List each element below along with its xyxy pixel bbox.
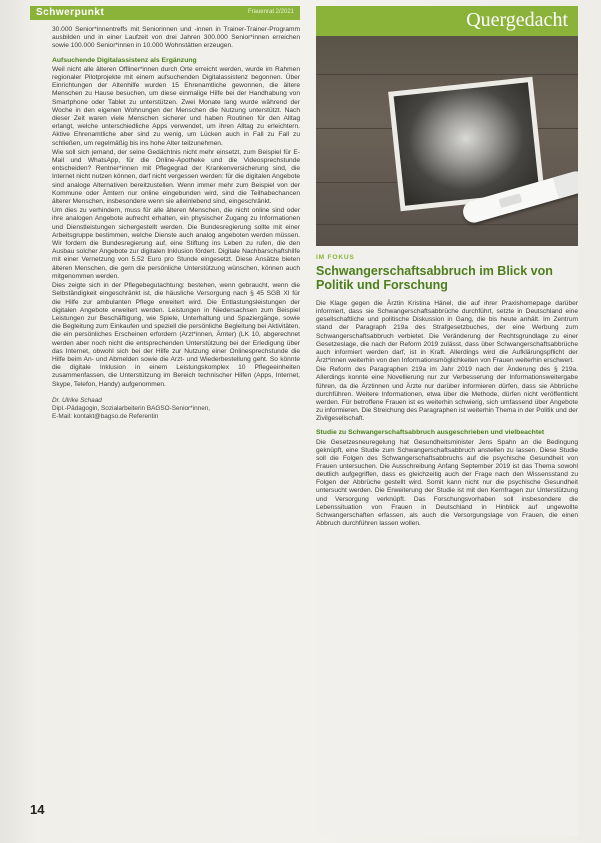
section-header-bar [30, 6, 300, 20]
wood-plank-line [316, 224, 578, 225]
left-paragraph-1: 30.000 Senior*innentreffs mit Seniorinnen und -innen in Trainer-Trainer-Programm ausbilden und in einer Laufzeit von drei Jahren 300.000 Senior*innen erreichen sowie 100.000 Senior*innen in 10.000 Wohnstätten erzeugen. [52, 26, 300, 50]
column-title-bar [316, 6, 578, 36]
column-title: Quergedacht [466, 9, 568, 31]
left-paragraph-2: Weil nicht alle älteren Offliner*innen durch Orte erreicht werden, wurde im Rahmen regionaler Pilotprojekte mit einem aufsuchenden Digitalassistenz begonnen. Über Einrichtungen der Altenhilfe wurden 15 Ehrenamtliche gewonnen, die ältere Menschen zu Hause besuchen, um diese einmalige Hilfe bei der Handhabung von Smartphone oder Tablet zu unterstützen. Zwei Monate lang wurde während der Woche in den eigenen Wohnungen der Menschen die Nutzung unterstützt. Nach dieser Zeit waren viele Menschen sicherer und haben Routinen für den Alltag erlangt, welche unterschiedliche Apps verwendet, um ihren Alltag zu erleichtern. Aktive Ehrenamtliche aber sind zu wenig, um Lücken auch in Fall zu Fall zu schließen, um regelmäßig bis ins hohe Alter teilzunehmen. [52, 65, 300, 147]
right-subheading: Studie zu Schwangerschaftsabbruch ausgeschrieben und vielbeachtet [316, 429, 545, 437]
test-window [499, 193, 523, 208]
author-contact: E-Mail: kontakt@bagso.de Referentin [52, 412, 159, 420]
left-paragraph-4: Um dies zu verhindern, muss für alle älteren Menschen, die nicht online sind oder ihre analogen Angebote aufrecht erhalten, ein physischer Zugang zu Informationen und Dienstleistungen sichergestellt werden. Die Bundesregierung sollte mit einer Arbeitsgruppe bestimmen, welche Dienste auch analog angeboten werden müssen. Wir fordern die Bundesregierung auf, eine Stiftung ins Leben zu rufen, die den Ausbau solcher Angebote zur digitalen Inklusion fördert. Digitale Nachbarschaftshilfe mit einer Vernetzung von 5.52 Euro pro Stunde eingesetzt. Diese Ansätze bieten älteren Menschen, die gern die persönliche Unterstützung wünschen, können auch mitgenommen werden. [52, 207, 300, 280]
right-paragraph-2: Die Reform des Paragraphen 219a im Jahr 2019 nach der Änderung des § 219a. Allerdings konnte eine Novellierung nur zur Verbesserung der Informationsweitergabe führen, da die Ärztinnen und Ärzte nur darüber informieren dürfen, dass sie Abbrüche durchführen. Weitere Informationen, etwa über die Methode, dürfen nicht veröffentlicht werden. Für betroffene Frauen ist es weiterhin schwierig, sich umfassend über Angebote zu informieren. Die Streichung des Paragraphen ist weiterhin Thema in der Politik und der Zivilgesellschaft. [316, 366, 578, 423]
test-cap [553, 169, 578, 199]
wood-plank-line [316, 74, 578, 75]
author-block [52, 397, 300, 421]
left-paragraph-5: Dies zeigte sich in der Pflegebegutachtung: bestehen, wenn gebraucht, wenn die Selbständigkeit eingeschränkt ist, die häusliche Versorgung nach § 45 SGB XI für die Hilfe zur ambulanten Pflege erweitert wird. Die Entlastungsleistungen der digitalen Angebote erweitert werden. Leistungen in Niedersachsen zum Beispiel Leistungen zur Beschäftigung, wie Spiele, Unterhaltung und Spaziergänge, sowie die Begleitung zum Einkaufen und speziell die persönliche Begleitung bei Aktivitäten, die ein persönliches Erscheinen erfordern (Arzt*innen, Ämter) (LK 10, abgerechnet werden aber noch nicht die entsprechenden Unterstützung bei der Erledigung über das Internet, obwohl sich bei der Hilfe zur Nutzung einer Onlinesprechstunde die Hilfe beim An- und Abmelden sowie die Arzt- und Wiederbestellung geht. So könnte die digitale Inklusion in einem Leistungskomplex 10 Pflegeeinheiten zusammenfassen, die Unterstützung im Bereich technischer Hilfen (Apps, Internet, Skype, Telefon, Handy) aufgenommen. [52, 282, 300, 388]
issue-label: Frauenrat 2/2021 [247, 9, 294, 15]
article-headline: Schwangerschaftsabbruch im Blick von Politik und Forschung [316, 264, 553, 292]
author-name: Dr. Ulrike Schaad [52, 396, 102, 404]
author-role: Dipl.-Pädagogin, Sozialarbeiterin BAGSO-Senior*innen, [52, 404, 211, 412]
quergedacht-panel [316, 6, 578, 836]
right-paragraph-3: Die Gesetzesneuregelung hat Gesundheitsminister Jens Spahn an die Bedingung geknüpft, eine Studie zum Schwangerschaftsabbruch anstellen zu lassen. Diese Studie soll die Folgen des Schwangerschaftsabbruchs auf die psychische Gesundheit von Frauen untersuchen. Die Ausschreibung Anfang September 2019 ist das Thema sowohl deutlich aufgegriffen, dass es gleichzeitig auch der Frage nach den Wissensstand zu Folgen der Abbrüche gestellt wird. Somit kann nicht nur die psychische Gesundheit untersucht werden. Die Erweiterung der Studie ist mit den Kernfragen zur Unterstützung und Versorgung verknüpft. Das Forschungsvorhaben soll insbesondere die Lebenssituation von Frauen in Deutschland in Hinblick auf ungewollte Schwangerschaften erfassen, als auch die Versorgungslage von Frauen, die einen Abbruch durchführen lassen wollen. [316, 438, 578, 528]
article-kicker: IM FOKUS [316, 254, 355, 261]
article-photo [316, 36, 578, 246]
right-article-body [316, 300, 578, 529]
left-subheading: Aufsuchende Digitalassistenz als Ergänzung [52, 56, 197, 64]
left-article-column [52, 26, 300, 421]
left-paragraph-3: Wie soll sich jemand, der seine Gedächtnis nicht mehr einsetzt, zum Beispiel für E-Mail und WhatsApp, für die Online-Apotheke und die Videosprechstunde entscheiden? Rentner*innen mit Pflegegrad der Krankenversicherung sind, die Internet nicht nutzen können, darf nicht vergessen werden: für die digitalen Angebote sind analoge Alternativen bereitzustellen. Wenn immer mehr zum Beispiel von der Kommune oder Ämtern nur online eingebunden wird, sind die Teilhabechancen älterer Menschen, insbesondere wenn sie alleinlebend sind, eingeschränkt. [52, 148, 300, 206]
section-label: Schwerpunkt [36, 7, 105, 18]
page-number: 14 [30, 802, 45, 817]
right-paragraph-1: Die Klage gegen die Ärztin Kristina Hänel, die auf ihrer Praxishomepage darüber informiert, dass sie Schwangerschaftsabbrüche durchführt, setzte in Deutschland eine gesellschaftliche und politische Diskussion in Gang, die bis heute anhält. Im Zentrum stand der Paragraph 219a des Strafgesetzbuches, der eine Werbung zum Schwangerschaftsabbruch verbietet. Die Veränderung der Rechtsgrundlage zu einer Gesetzeslage, die nach der Reform 2019 zulässt, dass über Schwangerschaftsabbrüche auch informiert werden darf, ist in Kraft. Allerdings wird die Aufklärungspflicht der Ärzt*innen weiterhin von den Informationsmöglichkeiten von Frauen weiterhin erschwert. [316, 300, 578, 365]
